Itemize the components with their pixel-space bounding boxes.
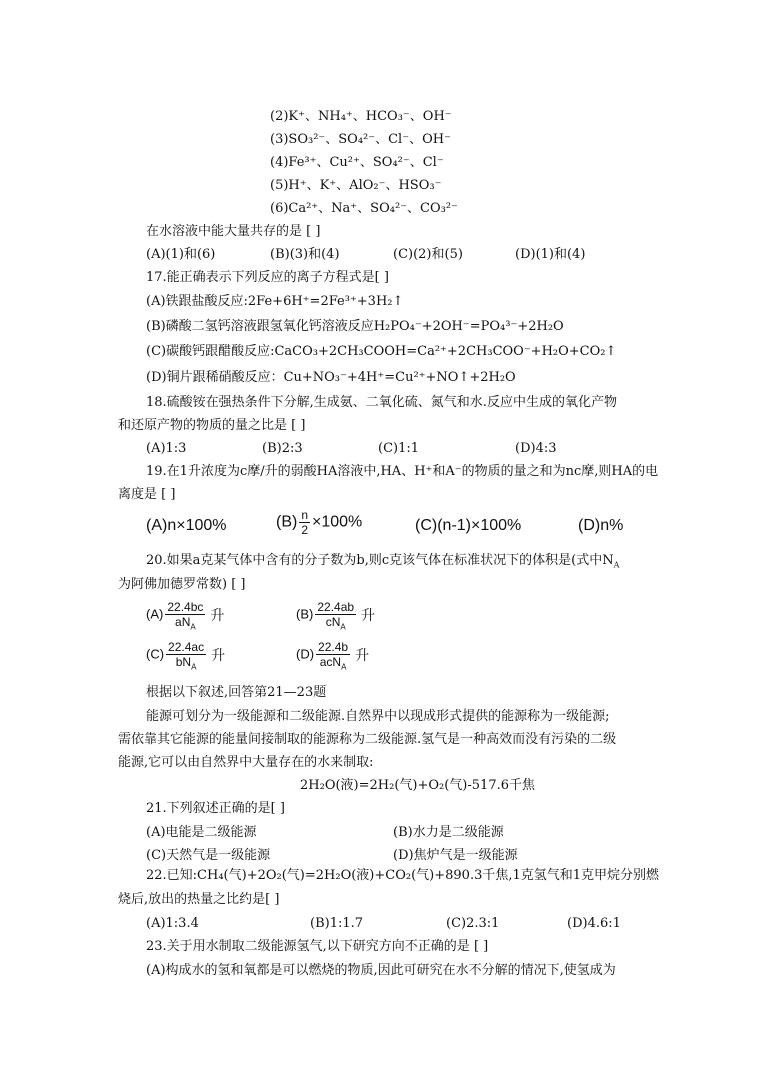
q18-stem-line2: 和还原产物的物质的量之比是 [ ] — [118, 418, 306, 433]
q22-stem-line1: 22.已知:CH₄(气)+2O₂(气)=2H₂O(液)+CO₂(气)+890.3千焦,1克氢气和1克甲烷分别燃 — [146, 868, 660, 883]
q20-option-a-numerator: 22.4bc — [167, 600, 204, 614]
q20-option-a — [146, 600, 225, 632]
ion-set-3: (3)SO₃²⁻、SO₄²⁻、Cl⁻、OH⁻ — [270, 132, 451, 147]
q20-stem-line2: 为阿佛加德罗常数) [ ] — [118, 577, 246, 592]
q17-option-b: (B)磷酸二氢钙溶液跟氢氧化钙溶液反应H₂PO₄⁻+2OH⁻=PO₄³⁻+2H₂O — [146, 319, 564, 334]
q20-option-b-fraction — [315, 600, 356, 632]
q21-option-c: (C)天然气是一级能源 — [146, 848, 271, 863]
q20-option-a-denominator — [165, 615, 205, 632]
q22-option-b: (B)1:1.7 — [310, 916, 364, 931]
q19-option-b-fraction — [299, 508, 310, 537]
q19-option-b-denominator: 2 — [301, 523, 309, 537]
ion-set-2: (2)K⁺、NH₄⁺、HCO₃⁻、OH⁻ — [270, 109, 452, 124]
q20-option-c — [146, 640, 226, 672]
q16-option-a: (A)(1)和(6) — [146, 247, 216, 262]
q20-option-c-den-text: bN — [175, 655, 192, 669]
ion-set-5: (5)H⁺、K⁺、AlO₂⁻、HSO₃⁻ — [270, 178, 442, 193]
energy-paragraph-line1: 能源可划分为一级能源和二级能源.自然界中以现成形式提供的能源称为一级能源; — [146, 709, 610, 724]
q19-option-a: (A)n×100% — [146, 517, 227, 534]
q20-option-c-label: (C) — [146, 646, 165, 662]
q20-option-b-den-sub: A — [340, 622, 346, 632]
q20-option-c-fraction — [166, 640, 206, 672]
energy-paragraph-line3: 能源,它可以由自然界中大量存在的水来制取: — [118, 755, 374, 770]
q17-stem: 17.能正确表示下列反应的离子方程式是[ ] — [146, 270, 389, 285]
q19-option-b-tail: ×100% — [312, 513, 363, 531]
q19-stem-line1: 19.在1升浓度为c摩/升的弱酸HA溶液中,HA、H⁺和A⁻的物质的量之和为nc摩,则HA的电 — [146, 464, 659, 479]
q20-option-a-fraction — [165, 600, 205, 632]
q16-question: 在水溶液中能大量共存的是 [ ] — [146, 224, 321, 239]
q19-option-b-numerator: n — [301, 508, 309, 522]
q20-option-a-unit: 升 — [210, 606, 225, 623]
q20-option-d-denominator — [316, 655, 350, 672]
q20-option-d-den-sub: A — [341, 662, 347, 672]
q21-stem: 21.下列叙述正确的是[ ] — [146, 801, 285, 816]
q23-stem: 23.关于用水制取二级能源氢气,以下研究方向不正确的是 [ ] — [146, 939, 489, 954]
q20-option-c-unit: 升 — [211, 646, 226, 663]
q19-stem-line2: 离度是 [ ] — [118, 487, 176, 502]
q16-option-b: (B)(3)和(4) — [270, 247, 340, 262]
q18-stem-line1: 18.硫酸铵在强热条件下分解,生成氨、二氧化硫、氮气和水.反应中生成的氧化产物 — [146, 395, 617, 410]
energy-equation: 2H₂O(液)=2H₂(气)+O₂(气)-517.6千焦 — [300, 778, 535, 793]
intro-21-23: 根据以下叙述,回答第21—23题 — [146, 685, 327, 700]
q20-stem-line1-sub: A — [613, 560, 620, 570]
q17-option-c: (C)碳酸钙跟醋酸反应:CaCO₃+2CH₃COOH=Ca²⁺+2CH₃COO⁻+H₂O+CO₂↑ — [146, 344, 617, 359]
q19-option-b — [276, 508, 362, 537]
q22-option-d: (D)4.6:1 — [567, 916, 621, 931]
q20-option-b-denominator — [315, 615, 356, 632]
q22-stem-line2: 烧后,放出的热量之比约是[ ] — [118, 892, 280, 907]
q20-option-b — [296, 600, 376, 632]
q20-option-b-den-text: cN — [325, 615, 341, 629]
q20-option-b-numerator: 22.4ab — [317, 600, 355, 614]
q16-option-c: (C)(2)和(5) — [393, 247, 463, 262]
q20-option-c-denominator — [166, 655, 206, 672]
q20-option-a-den-sub: A — [190, 622, 196, 632]
q21-option-d: (D)焦炉气是一级能源 — [393, 848, 518, 863]
q20-stem-line1-text: 20.如果a克某气体中含有的分子数为b,则c克该气体在标准状况下的体积是(式中N — [146, 553, 614, 568]
q20-option-b-label: (B) — [296, 606, 314, 622]
q20-option-d-label: (D) — [296, 646, 315, 662]
q21-option-b: (B)水力是二级能源 — [393, 825, 504, 840]
q22-option-c: (C)2.3:1 — [446, 916, 500, 931]
q20-option-c-den-sub: A — [191, 662, 197, 672]
q21-option-a: (A)电能是二级能源 — [146, 825, 257, 840]
q19-option-d: (D)n% — [578, 517, 624, 534]
q22-option-a: (A)1:3.4 — [146, 916, 199, 931]
q20-stem-line1 — [146, 552, 619, 570]
q18-option-d: (D)4:3 — [515, 441, 557, 456]
q20-option-a-den-text: aN — [175, 615, 191, 629]
q19-option-c: (C)(n-1)×100% — [415, 517, 522, 534]
q20-option-d-unit: 升 — [355, 646, 370, 663]
q20-option-c-numerator: 22.4ac — [168, 640, 205, 654]
q16-option-d: (D)(1)和(4) — [515, 247, 586, 262]
q17-option-a: (A)铁跟盐酸反应:2Fe+6H⁺=2Fe³⁺+3H₂↑ — [146, 294, 404, 309]
q18-option-b: (B)2:3 — [262, 441, 303, 456]
q20-option-d — [296, 640, 370, 672]
ion-set-4: (4)Fe³⁺、Cu²⁺、SO₄²⁻、Cl⁻ — [270, 155, 444, 170]
q18-option-a: (A)1:3 — [146, 441, 187, 456]
ion-set-6: (6)Ca²⁺、Na⁺、SO₄²⁻、CO₃²⁻ — [270, 201, 458, 216]
q19-option-b-label: (B) — [276, 513, 298, 531]
q20-option-d-den-text: acN — [319, 655, 342, 669]
energy-paragraph-line2: 需依靠其它能源的能量间接制取的能源称为二级能源.氢气是一种高效而没有污染的二级 — [118, 732, 617, 747]
q23-option-a: (A)构成水的氢和氧都是可以燃烧的物质,因此可研究在水不分解的情况下,使氢成为 — [146, 963, 616, 978]
q20-option-d-numerator: 22.4b — [318, 640, 349, 654]
q20-option-d-fraction — [316, 640, 350, 672]
q17-option-d: (D)铜片跟稀硝酸反应：Cu+NO₃⁻+4H⁺=Cu²⁺+NO↑+2H₂O — [146, 370, 516, 385]
q20-option-b-unit: 升 — [361, 606, 376, 623]
q20-option-a-label: (A) — [146, 606, 164, 622]
q18-option-c: (C)1:1 — [378, 441, 420, 456]
